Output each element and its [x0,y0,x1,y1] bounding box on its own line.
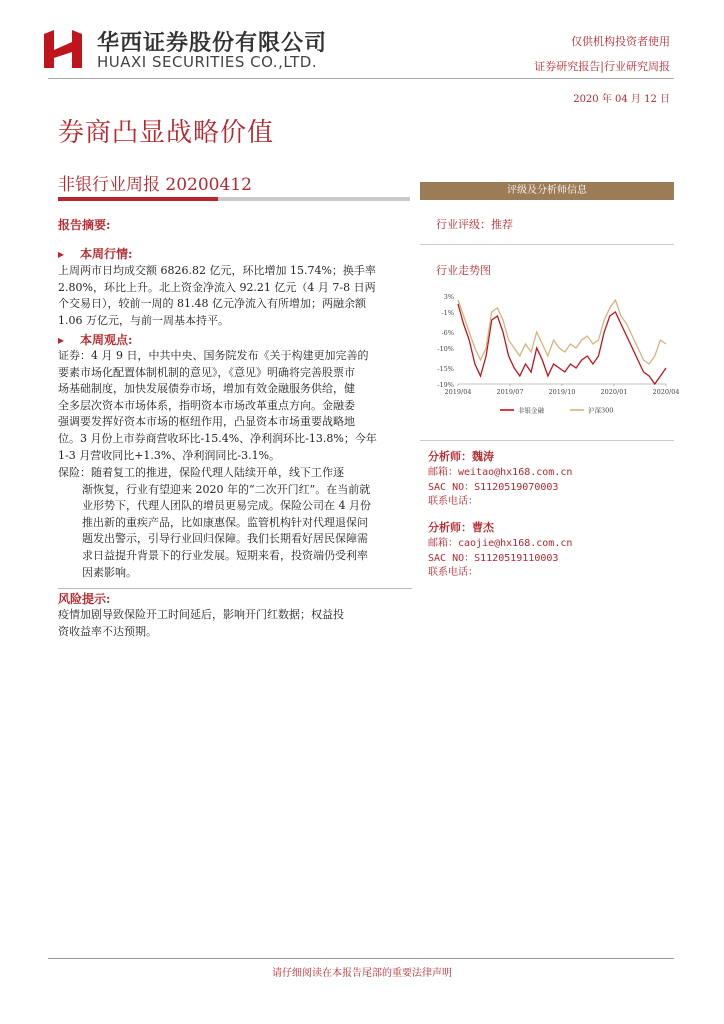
y-tick-label: -1% [441,309,454,317]
y-tick-label: -19% [437,381,454,389]
analyst-1-sac: SAC NO：S1120519070003 [428,482,559,493]
report-date: 2020 年 04 月 12 日 [573,94,670,105]
text-line: 强调要发挥好资本市场的枢纽作用，凸显资本市场重要战略地 [58,415,355,429]
analyst-2-email[interactable]: 邮箱：caojie@hx168.com.cn [428,538,573,549]
risk-text [58,607,412,640]
text-line: 证券：4 月 9 日，中共中央、国务院发布《关于构建更加完善的 [58,349,369,362]
report-title: 券商凸显战略价值 [58,118,275,148]
industry-trend-chart [430,288,680,423]
text-line: 保险：随着复工的推进，保险代理人陆续开单，线下工作逐 [58,466,344,479]
y-tick-label: -15% [437,365,454,373]
text-line: 上周两市日均成交额 6826.82 亿元，环比增加 15.74%；换手率 [58,264,376,277]
text-line: 2.80%，环比上升。北上资金净流入 92.21 亿元（4 月 7-8 日两 [58,280,376,294]
series-line-1 [458,304,666,384]
x-tick-label: 2019/07 [496,388,524,396]
analyst-1-name: 分析师：魏涛 [428,450,494,463]
text-line: 全多层次资本市场体系，指明资本市场改革重点方向。金融委 [58,398,355,412]
risk-heading: 风险提示: [58,592,111,606]
text-line: 因素影响。 [82,565,137,579]
legal-disclaimer[interactable]: 请仔细阅读在本报告尾部的重要法律声明 [272,968,452,979]
text-line: 渐恢复，行业有望迎来 2020 年的“二次开门红”。在当前就 [82,482,371,496]
y-tick-label: 3% [443,293,454,301]
x-tick-label: 2019/10 [548,388,576,396]
analyst-2-phone: 联系电话： [428,567,478,578]
y-tick-label: -6% [441,329,454,337]
sidebar-divider [420,244,674,245]
trend-chart-title: 行业走势图 [436,264,491,277]
insurance-view-text [58,465,412,581]
analyst-2-name: 分析师：曹杰 [428,521,494,534]
analyst-2-sac: SAC NO：S1120519110003 [428,553,559,564]
audience-note: 仅供机构投资者使用 [571,35,670,48]
summary-heading: 报告摘要: [58,218,111,232]
text-line: 题发出警示，引导行业回归保障。我们长期看好居民保障需 [82,532,368,546]
sidebar-divider [420,440,674,441]
section-divider [58,588,412,589]
huaxi-logo-icon [40,28,86,72]
text-line: 个交易日），较前一周的 81.48 亿元净流入有所增加；两融余额 [58,297,366,311]
y-tick-label: -10% [437,345,454,353]
text-line: 业形势下，代理人团队的增员更易完成。保险公司在 4 月份 [82,499,371,513]
weekly-market-text [58,263,412,329]
legend-label: 沪深300 [588,406,614,415]
text-line: 位。3 月份上市券商营收环比-15.4%、净利润环比-13.8%；今年 [58,431,377,445]
triangle-bullet-icon: ▸ [58,333,65,347]
x-tick-label: 2019/04 [444,388,472,396]
report-type: 证券研究报告|行业研究周报 [534,60,670,73]
rating-box-header: 评级及分析师信息 [420,182,674,200]
x-tick-label: 2020/04 [652,388,680,396]
title-underline-accent [58,197,218,201]
text-line: 求日益提升背景下的行业发展。短期来看，投资端仍受利率 [82,548,368,562]
text-line: 资收益率不达预期。 [58,624,157,638]
legend-label: 非银金融 [518,406,544,415]
weekly-view-heading: ▸ 本周观点: [58,333,133,347]
triangle-bullet-icon: ▸ [58,247,65,261]
text-line: 要素市场化配置体制机制的意见》，《意见》明确将完善股票市 [58,365,355,379]
text-line: 场基础制度，加快发展债券市场，增加有效金融服务供给，健 [58,382,355,396]
securities-view-text [58,348,412,464]
text-line: 疫情加剧导致保险开工时间延后，影响开门红数据；权益投 [58,608,344,621]
header-divider [48,78,674,79]
text-line: 1.06 万亿元，与前一周基本持平。 [58,313,229,327]
company-name-en: HUAXI SECURITIES CO.,LTD. [97,53,318,71]
text-line: 推出新的重疾产品，比如康惠保。监管机构针对代理退保问 [82,515,368,529]
analyst-1-phone: 联系电话： [428,496,478,507]
industry-rating: 行业评级：推荐 [436,218,513,231]
text-line: 1-3 月营收同比+1.3%、净利润同比-3.1%。 [58,448,281,462]
weekly-market-heading: ▸ 本周行情: [58,247,133,261]
report-subtitle: 非银行业周报 20200412 [58,175,252,195]
x-tick-label: 2020/01 [600,388,628,396]
company-name-cn: 华西证券股份有限公司 [97,31,328,56]
analyst-1-email[interactable]: 邮箱：weitao@hx168.com.cn [428,467,573,478]
footer-divider [48,958,674,959]
